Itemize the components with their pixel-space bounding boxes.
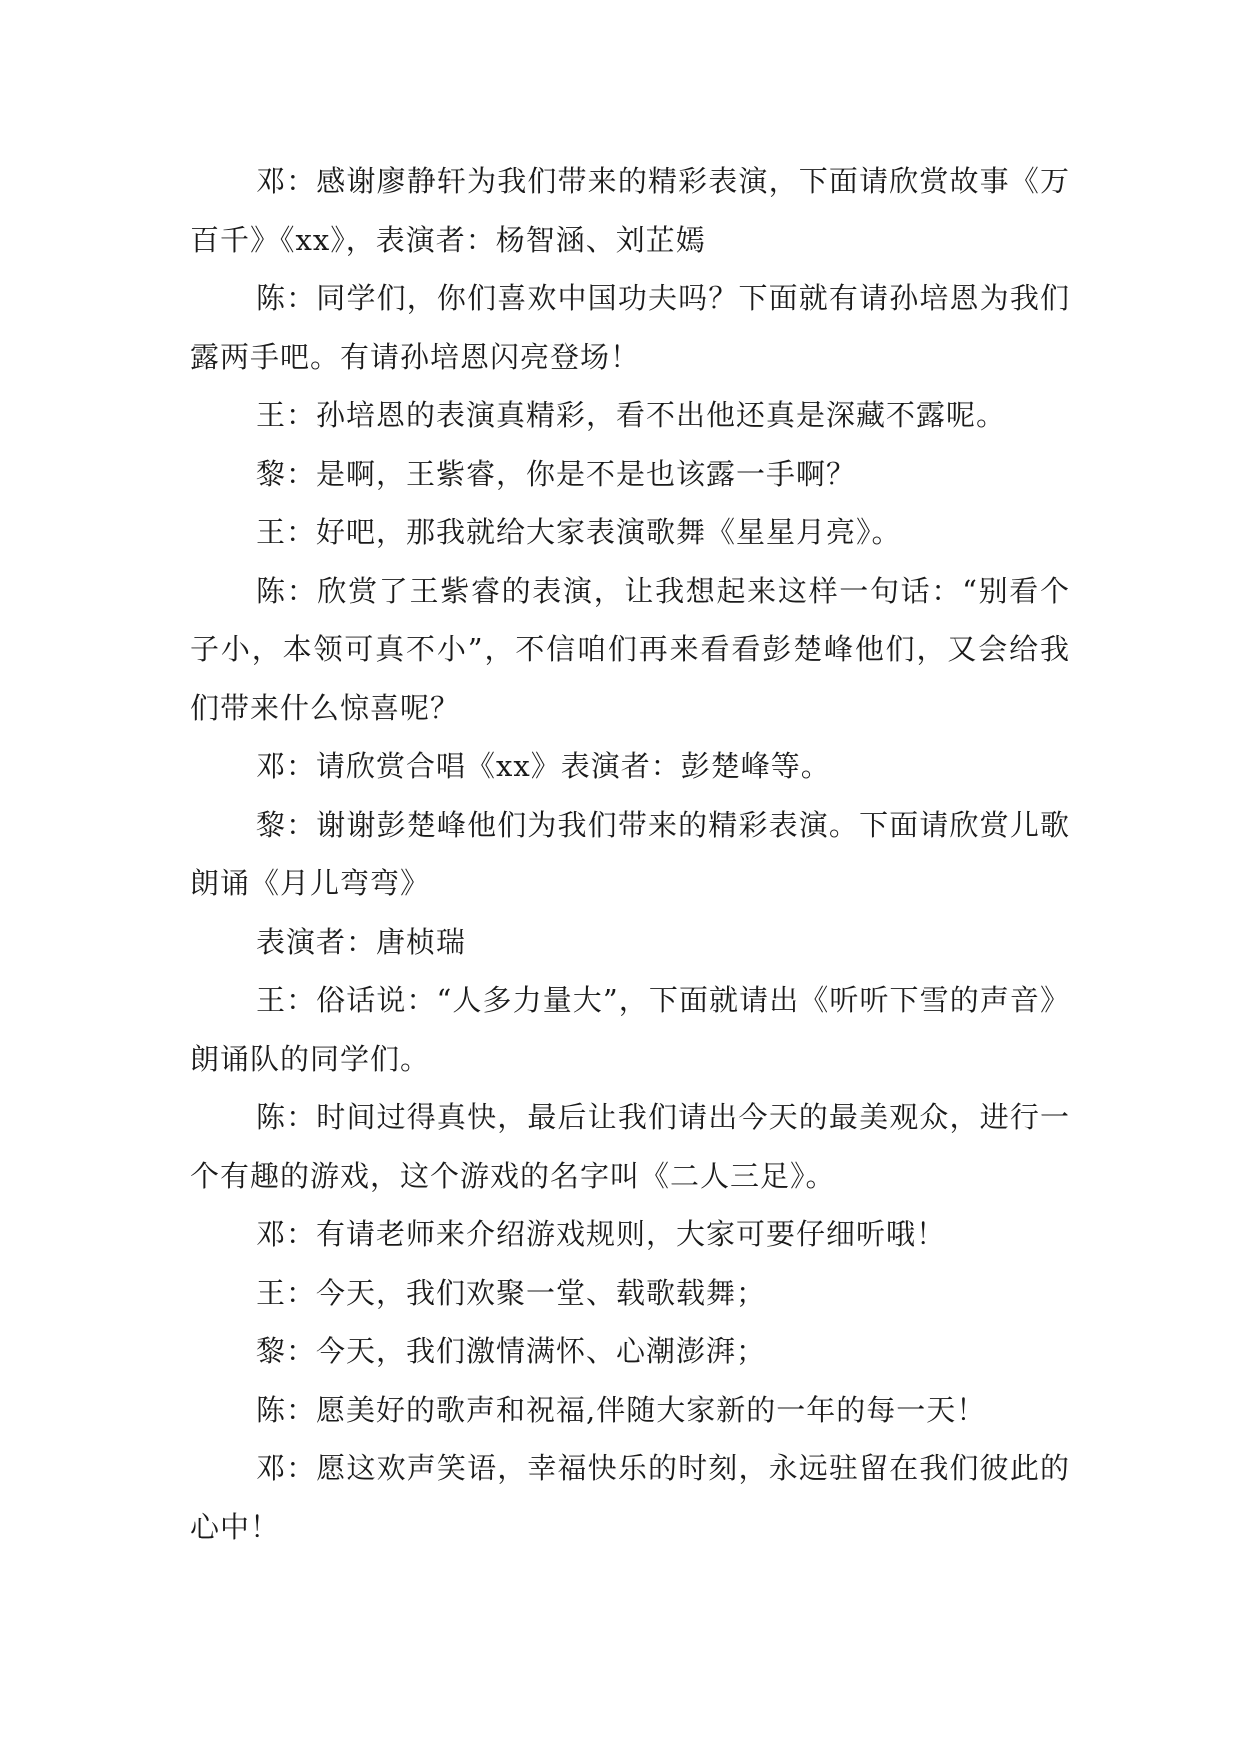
paragraph: 王：好吧，那我就给大家表演歌舞《星星月亮》。 [256, 515, 902, 549]
paragraph: 王：俗话说：“人多力量大”，下面就请出《听听下雪的声音》朗诵队的同学们。 [190, 983, 1070, 1076]
paragraph: 邓：有请老师来介绍游戏规则，大家可要仔细听哦！ [256, 1217, 947, 1251]
paragraph: 王：孙培恩的表演真精彩，看不出他还真是深藏不露呢。 [256, 398, 1007, 432]
paragraph: 邓：感谢廖静轩为我们带来的精彩表演，下面请欣赏故事《万百千》《xx》，表演者：杨智涵、刘芷嫣 [190, 164, 1070, 257]
document-body [190, 152, 1070, 1556]
paragraph: 王：今天，我们欢聚一堂、载歌载舞； [256, 1275, 767, 1310]
paragraph: 陈：愿美好的歌声和祝福,伴随大家新的一年的每一天！ [256, 1392, 987, 1427]
paragraph: 黎：是啊，王紫睿，你是不是也该露一手啊？ [256, 456, 857, 491]
paragraph: 陈：同学们，你们喜欢中国功夫吗？下面就有请孙培恩为我们露两手吧。有请孙培恩闪亮登场！ [190, 281, 1070, 374]
paragraph: 邓：请欣赏合唱《xx》表演者：彭楚峰等。 [256, 749, 831, 783]
paragraph: 表演者：唐桢瑞 [256, 924, 467, 959]
paragraph: 黎：今天，我们激情满怀、心潮澎湃； [256, 1334, 767, 1368]
paragraph: 黎：谢谢彭楚峰他们为我们带来的精彩表演。下面请欣赏儿歌朗诵《月儿弯弯》 [190, 807, 1070, 900]
paragraph: 邓：愿这欢声笑语，幸福快乐的时刻，永远驻留在我们彼此的心中！ [190, 1451, 1070, 1544]
paragraph: 陈：欣赏了王紫睿的表演，让我想起来这样一句话：“别看个子小，本领可真不小”，不信咱们再来看看彭楚峰他们，又会给我们带来什么惊喜呢？ [190, 573, 1070, 725]
paragraph: 陈：时间过得真快，最后让我们请出今天的最美观众，进行一个有趣的游戏，这个游戏的名字叫《二人三足》。 [190, 1100, 1070, 1193]
